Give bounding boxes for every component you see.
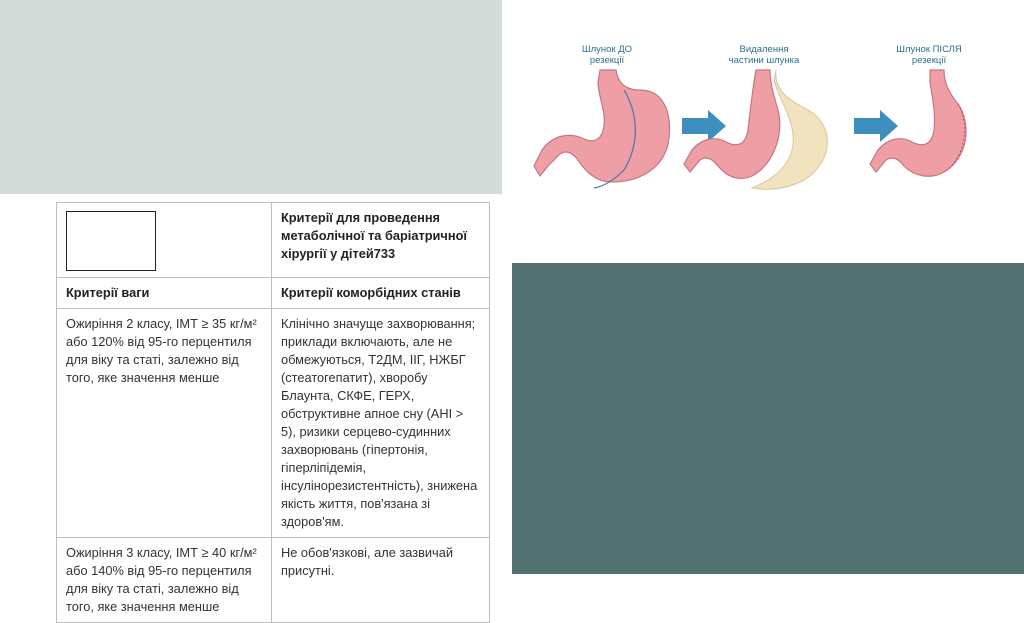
empty-header-cell	[57, 203, 272, 278]
stomach-diagram	[512, 0, 1024, 262]
table-row	[57, 538, 490, 623]
empty-box	[66, 211, 156, 271]
criteria-table	[56, 202, 490, 623]
weight-criteria-cell: Ожиріння 3 класу, ІМТ ≥ 40 кг/м² або 140% від 95-го перцентиля для віку та статі, залежно від того, яке значення менше	[57, 538, 272, 623]
gray-panel	[0, 0, 502, 194]
stage-label-after: Шлунок ПІСЛЯ резекції	[896, 44, 962, 66]
column-header-comorbid: Критерії коморбідних станів	[272, 278, 490, 309]
arrow-icon	[682, 110, 726, 142]
weight-criteria-cell: Ожиріння 2 класу, ІМТ ≥ 35 кг/м² або 120% від 95-го перцентиля для віку та статі, залежно від того, яке значення менше	[57, 309, 272, 538]
column-header-weight: Критерії ваги	[57, 278, 272, 309]
table-row	[57, 309, 490, 538]
stage-label-removal: Видалення частини шлунка	[728, 44, 800, 66]
criteria-table-container	[56, 202, 490, 614]
teal-panel	[512, 263, 1024, 574]
stomach-before-icon	[534, 70, 670, 188]
comorbid-criteria-cell: Клінічно значуще захворювання; приклади включають, але не обмежуються, Т2ДМ, ІІГ, НЖБГ (стеатогепатит), хворобу Блаунта, СКФЕ, ГЕРХ, обструктивне апное сну (АНІ > 5), ризики серцево-судинних захворювань (гіпертонія, гіперліпідемія, інсулінорезистентність), знижена якість життя, пов'язана зі здоров'ям.	[272, 309, 490, 538]
stomach-resection-illustration	[512, 0, 1024, 262]
table-title: Критерії для проведення метаболічної та баріатричної хірургії у дітей733	[272, 203, 490, 278]
table-row	[57, 203, 490, 278]
table-row	[57, 278, 490, 309]
stage-label-before: Шлунок ДО резекції	[581, 44, 633, 66]
arrow-icon	[854, 110, 898, 142]
comorbid-criteria-cell: Не обов'язкові, але зазвичай присутні.	[272, 538, 490, 623]
